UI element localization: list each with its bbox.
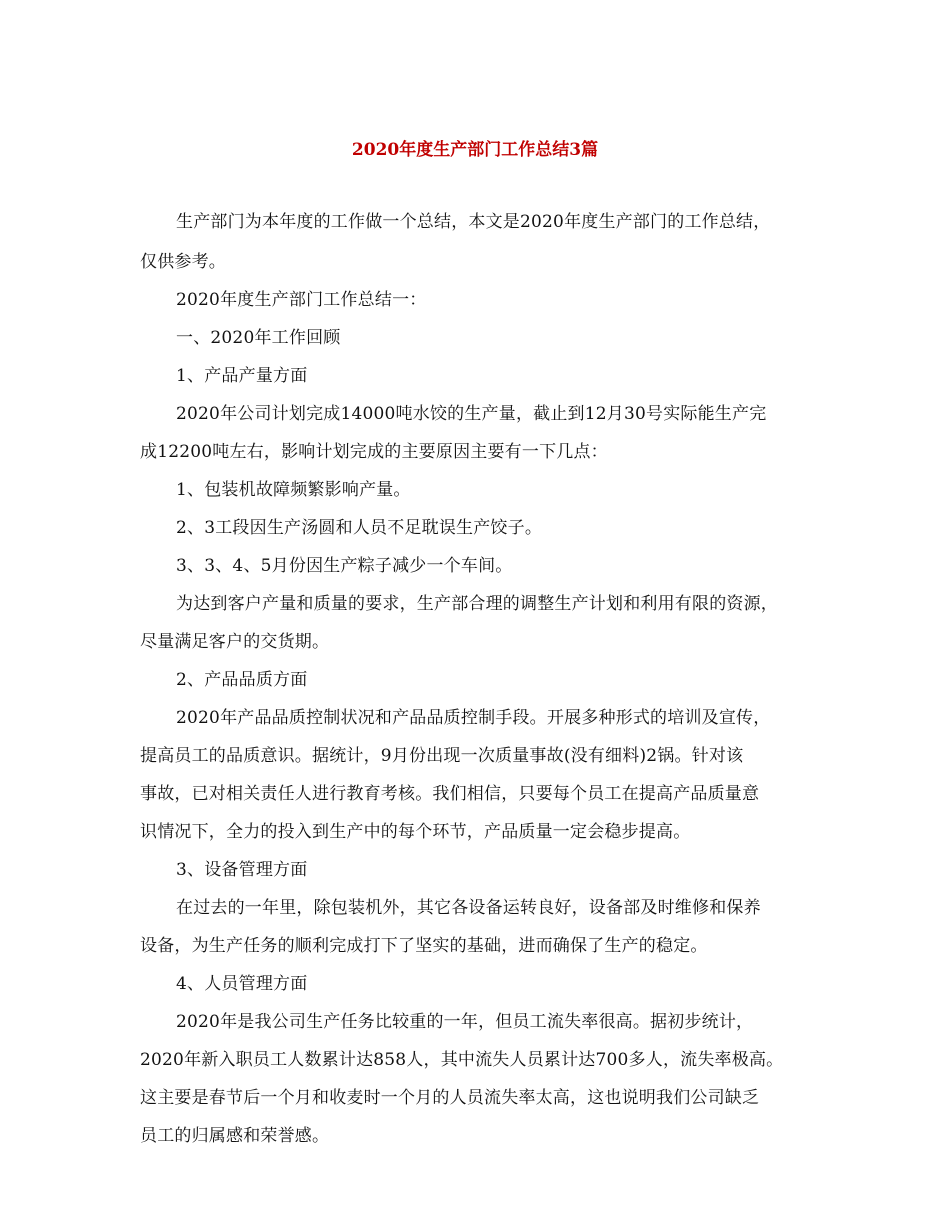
paragraph-line: 4、人员管理方面 <box>176 974 308 994</box>
paragraph-line: 2020年新入职员工人数累计达858人，其中流失人员累计达700多人，流失率极高。 <box>140 1050 784 1070</box>
paragraph-line: 2、产品品质方面 <box>176 670 308 690</box>
paragraph-line: 2020年度生产部门工作总结一： <box>176 290 427 310</box>
paragraph-line: 设备，为生产任务的顺利完成打下了坚实的基础，进而确保了生产的稳定。 <box>140 936 708 956</box>
paragraph-line: 这主要是春节后一个月和收麦时一个月的人员流失率太高，这也说明我们公司缺乏 <box>140 1088 760 1108</box>
paragraph-line: 员工的归属感和荣誉感。 <box>140 1126 330 1146</box>
paragraph-line: 事故，已对相关责任人进行教育考核。我们相信，只要每个员工在提高产品质量意 <box>140 784 760 804</box>
paragraph-line: 尽量满足客户的交货期。 <box>140 632 330 652</box>
paragraph-line: 3、3、4、5月份因生产粽子减少一个车间。 <box>176 556 513 576</box>
paragraph-line: 成12200吨左右，影响计划完成的主要原因主要有一下几点： <box>140 442 608 462</box>
paragraph-line: 3、设备管理方面 <box>176 860 308 880</box>
paragraph-line: 2020年公司计划完成14000吨水饺的生产量，截止到12月30号实际能生产完 <box>176 404 767 424</box>
paragraph-line: 在过去的一年里，除包装机外，其它各设备运转良好，设备部及时维修和保养 <box>176 898 761 918</box>
paragraph-line: 2020年是我公司生产任务比较重的一年，但员工流失率很高。据初步统计， <box>176 1012 754 1032</box>
paragraph-line: 一、2020年工作回顾 <box>176 328 341 348</box>
paragraph-line: 生产部门为本年度的工作做一个总结，本文是2020年度生产部门的工作总结， <box>176 212 771 232</box>
document-title: 2020年度生产部门工作总结3篇 <box>351 140 599 160</box>
paragraph-line: 2、3工段因生产汤圆和人员不足耽误生产饺子。 <box>176 518 543 538</box>
paragraph-line: 仅供参考。 <box>140 252 226 272</box>
paragraph-line: 1、包装机故障频繁影响产量。 <box>176 480 411 500</box>
paragraph-line: 识情况下，全力的投入到生产中的每个环节，产品质量一定会稳步提高。 <box>140 822 691 842</box>
paragraph-line: 1、产品产量方面 <box>176 366 308 386</box>
paragraph-line: 为达到客户产量和质量的要求，生产部合理的调整生产计划和利用有限的资源， <box>176 594 778 614</box>
paragraph-line: 2020年产品品质控制状况和产品品质控制手段。开展多种形式的培训及宣传， <box>176 708 771 728</box>
paragraph-line: 提高员工的品质意识。据统计，9月份出现一次质量事故(没有细料)2锅。针对该 <box>140 746 744 766</box>
